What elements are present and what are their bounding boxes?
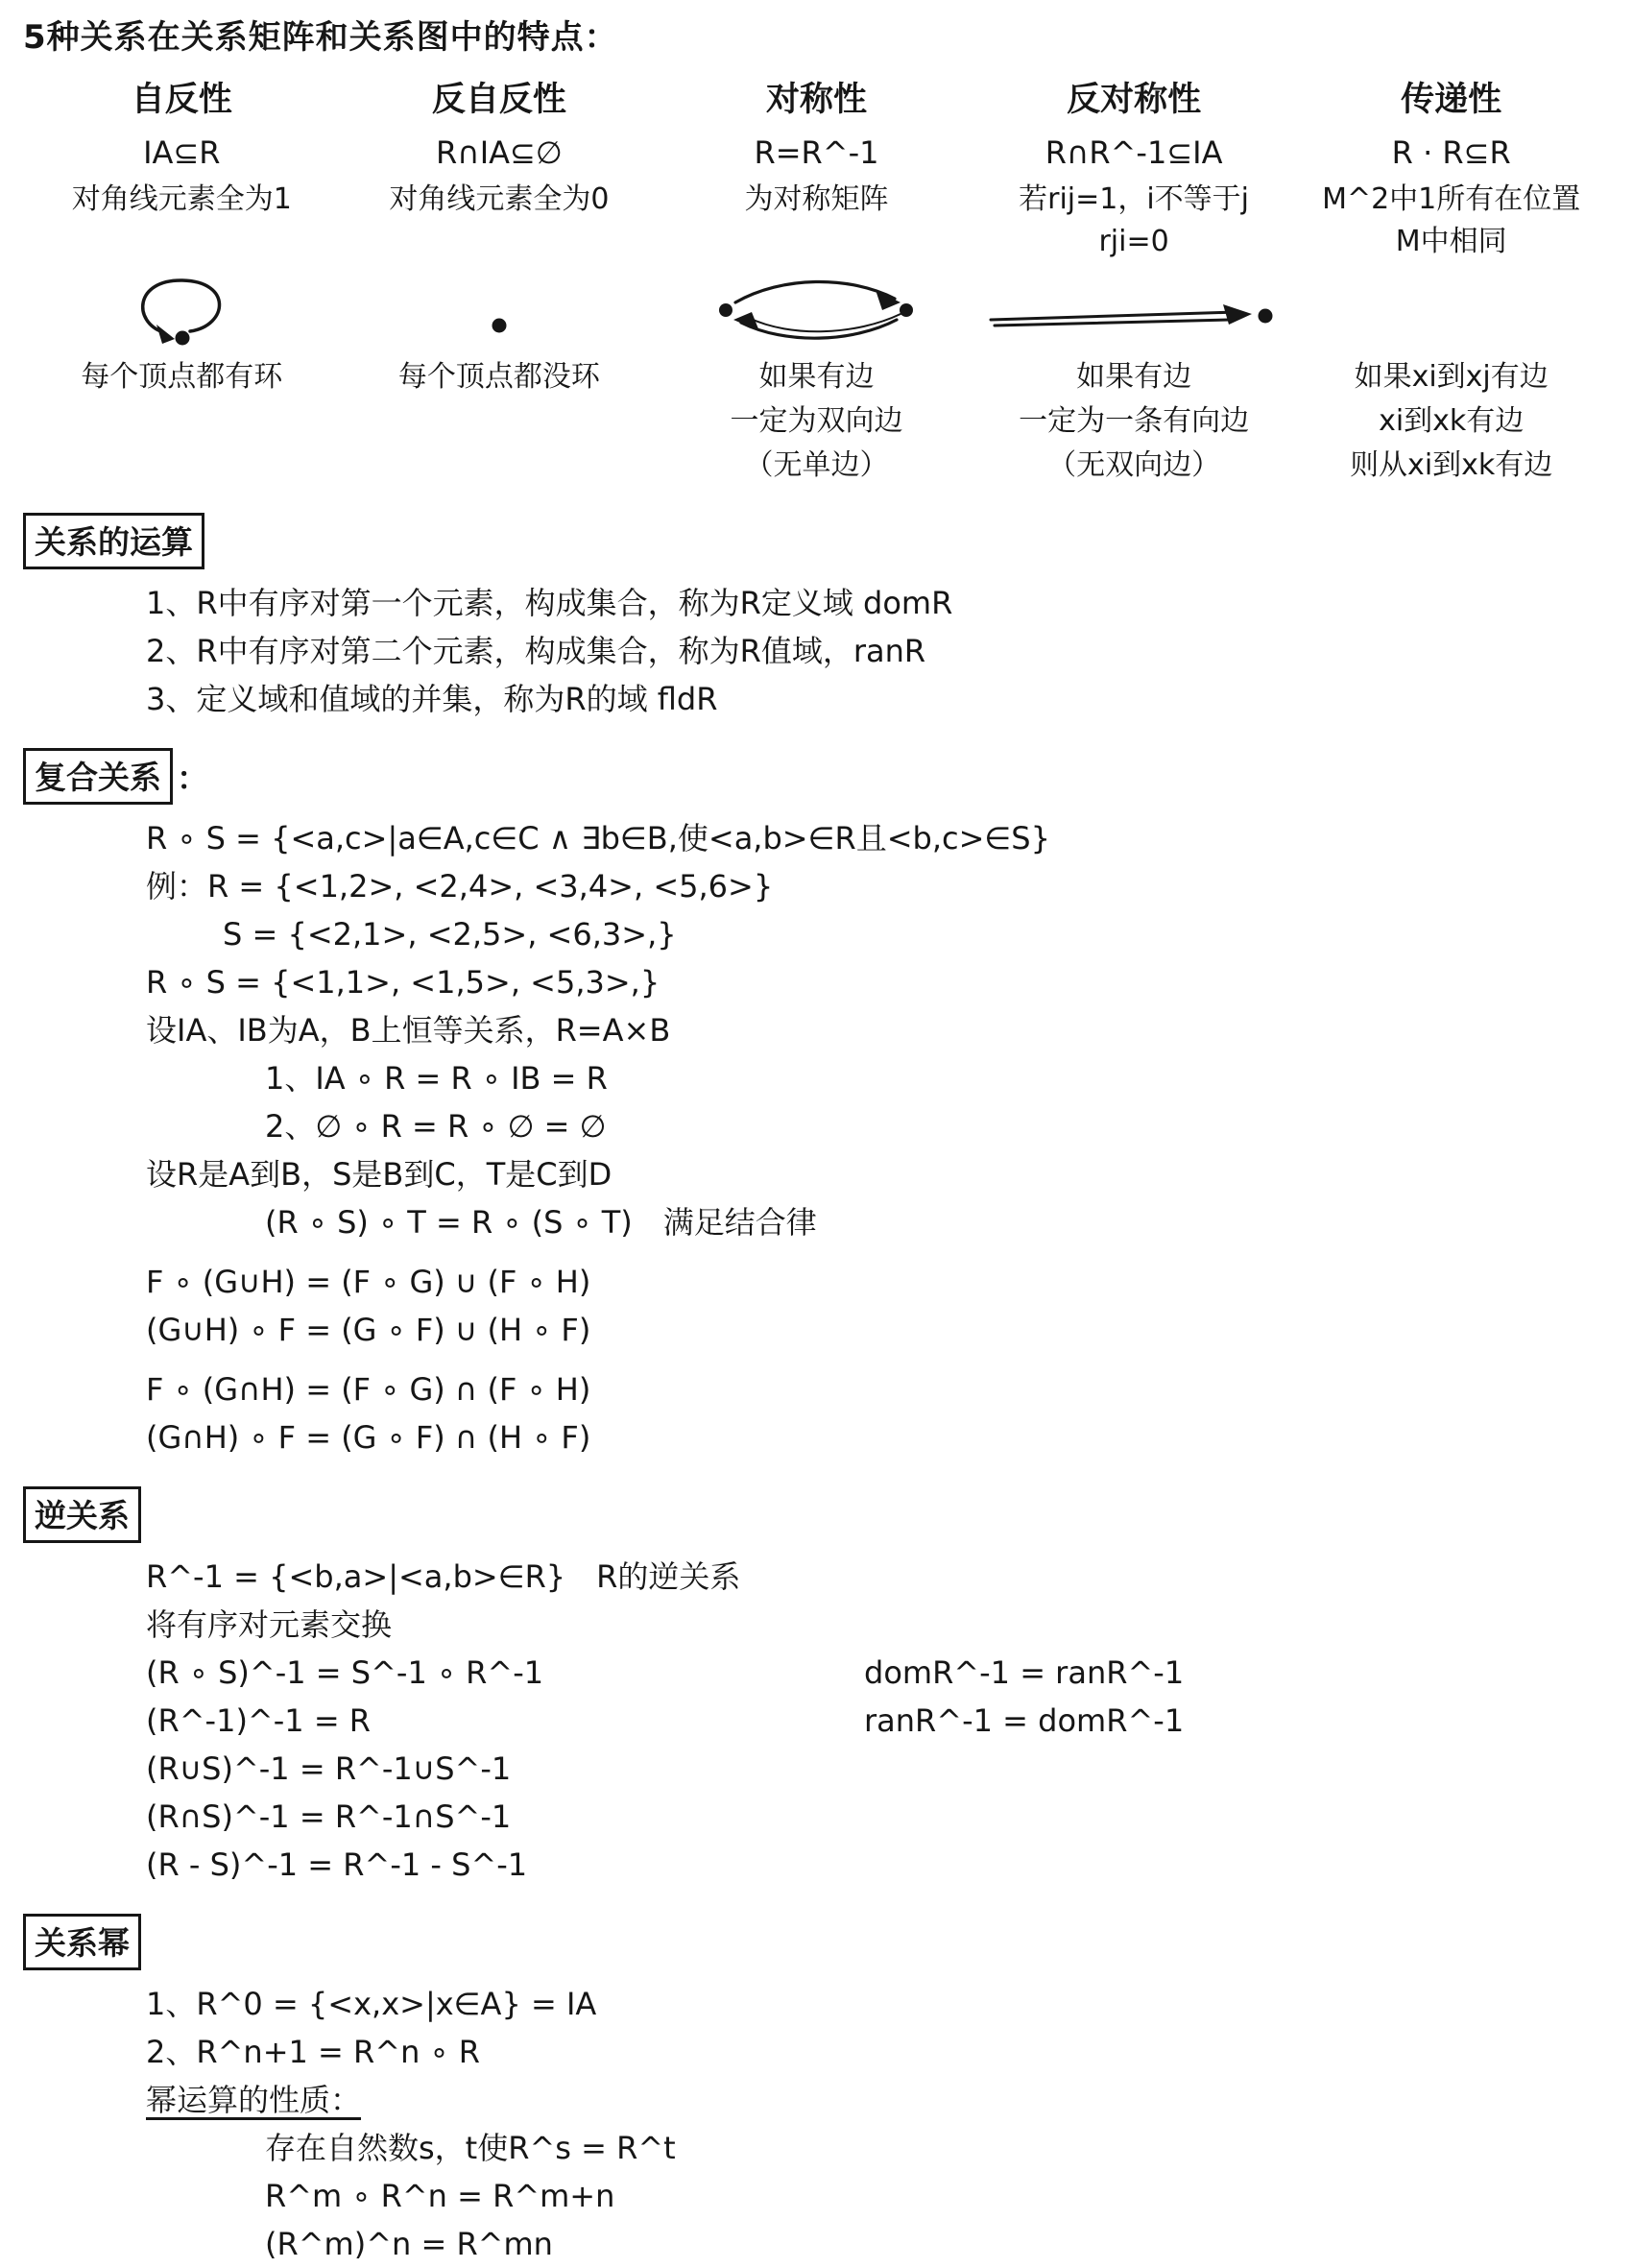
note-line	[23, 2124, 1610, 2172]
note-line-right-text: domR^-1 = ranR^-1	[864, 1654, 1185, 1691]
relation-formula: R · R⊆R	[1391, 134, 1511, 171]
note-line-text: 例：R = {<1,2>, <2,4>, <3,4>, <5,6>}	[146, 868, 774, 905]
graph-note: 如果有边	[758, 360, 875, 394]
matrix-note: rji=0	[1098, 225, 1169, 258]
note-line-text: (R∩S)^-1 = R^-1∩S^-1	[146, 1798, 512, 1835]
relation-name: 反自反性	[431, 81, 566, 119]
relation-column-irreflexive	[341, 79, 659, 488]
note-line	[23, 2028, 1610, 2076]
note-line-text: 设R是A到B，S是B到C，T是C到D	[146, 1156, 612, 1193]
section-body	[23, 579, 1610, 723]
note-line-text: R ∘ S = {<a,c>|a∈A,c∈C ∧ ∃b∈B,使<a,b>∈R且<b,c>∈S}	[146, 820, 1050, 857]
note-line	[23, 1258, 1610, 1306]
note-line-text: 将有序对元素交换	[146, 1606, 393, 1643]
note-line	[23, 814, 1610, 862]
note-line	[23, 958, 1610, 1006]
matrix-note: 对角线元素全为1	[71, 182, 292, 216]
note-line	[23, 1006, 1610, 1054]
note-line-text: F ∘ (G∪H) = (F ∘ G) ∪ (F ∘ H)	[146, 1264, 591, 1300]
note-line	[23, 910, 1610, 958]
note-sections	[23, 513, 1610, 2268]
note-line-text: (R ∘ S)^-1 = S^-1 ∘ R^-1	[146, 1654, 544, 1691]
section-heading-row	[23, 748, 1610, 805]
note-section	[23, 1486, 1610, 1889]
note-line	[23, 1553, 1610, 1601]
note-line	[23, 1980, 1610, 2028]
note-line-text: R^-1 = {<b,a>|<a,b>∈R} R的逆关系	[146, 1558, 741, 1595]
note-line-text: 1、R^0 = {<x,x>|x∈A} = IA	[146, 1986, 597, 2022]
note-line-text: 3、定义域和值域的并集，称为R的域 fldR	[146, 681, 718, 717]
note-line	[23, 1413, 1610, 1461]
graph-note: 每个顶点都没环	[397, 360, 600, 394]
note-line	[23, 1649, 1610, 1697]
note-line	[23, 579, 1610, 627]
section-body	[23, 1980, 1610, 2268]
graph-note: xi到xk有边	[1379, 404, 1525, 438]
note-line	[23, 1306, 1610, 1354]
note-line-text: 1、R中有序对第一个元素，构成集合，称为R定义域 domR	[146, 585, 953, 621]
relation-column-symmetric	[658, 79, 975, 488]
self-loop-diagram	[23, 271, 341, 355]
relation-name: 反对称性	[1067, 81, 1202, 119]
note-line-text: 2、∅ ∘ R = R ∘ ∅ = ∅	[265, 1108, 607, 1145]
graph-note: 如果xi到xj有边	[1354, 360, 1549, 394]
note-line-text: (G∪H) ∘ F = (G ∘ F) ∪ (H ∘ F)	[146, 1312, 591, 1348]
note-line-text: S = {<2,1>, <2,5>, <6,3>,}	[223, 916, 677, 953]
note-line	[23, 2172, 1610, 2220]
note-line-right-text: ranR^-1 = domR^-1	[864, 1702, 1185, 1739]
matrix-note: 为对称矩阵	[744, 182, 889, 216]
graph-note: （无单边）	[744, 448, 889, 482]
bidirectional-arrows-diagram	[658, 271, 975, 355]
note-line-text: 存在自然数s，t使R^s = R^t	[265, 2130, 676, 2166]
relation-name: 传递性	[1401, 81, 1502, 119]
section-heading: 关系幂	[23, 1914, 141, 1970]
section-heading-suffix: ：	[177, 760, 208, 797]
note-line-text: (R ∘ S) ∘ T = R ∘ (S ∘ T) 满足结合律	[265, 1204, 817, 1241]
note-line	[23, 1601, 1610, 1649]
section-heading-row	[23, 513, 1610, 569]
graph-note: 一定为一条有向边	[1019, 404, 1250, 438]
section-heading: 逆关系	[23, 1486, 141, 1543]
note-line-text: 1、IA ∘ R = R ∘ IB = R	[265, 1060, 608, 1097]
matrix-note: 若rij=1，i不等于j	[1019, 182, 1250, 216]
section-heading: 关系的运算	[23, 513, 204, 569]
note-line-text: (R∪S)^-1 = R^-1∪S^-1	[146, 1750, 512, 1787]
note-line	[23, 862, 1610, 910]
note-line	[23, 1102, 1610, 1150]
relation-column-reflexive	[23, 79, 341, 488]
note-line	[23, 1793, 1610, 1841]
note-section	[23, 748, 1610, 1461]
section-heading: 复合关系	[23, 748, 173, 805]
relation-formula: R=R^-1	[754, 134, 879, 171]
note-line	[23, 1365, 1610, 1413]
note-line-text: 2、R^n+1 = R^n ∘ R	[146, 2034, 480, 2070]
note-line-text: R ∘ S = {<1,1>, <1,5>, <5,3>,}	[146, 964, 660, 1001]
note-line-text: 幂运算的性质：	[146, 2082, 362, 2118]
section-body	[23, 1553, 1610, 1889]
note-line	[23, 2076, 1610, 2124]
note-line-text: F ∘ (G∩H) = (F ∘ G) ∩ (F ∘ H)	[146, 1371, 591, 1408]
note-line-text: 设IA、IB为A，B上恒等关系，R=A×B	[146, 1012, 671, 1049]
note-line-text: 2、R中有序对第二个元素，构成集合，称为R值域，ranR	[146, 633, 926, 669]
note-line-text: R^m ∘ R^n = R^m+n	[265, 2178, 615, 2214]
relation-formula: R∩IA⊆∅	[436, 134, 563, 171]
note-line	[23, 1054, 1610, 1102]
relation-formula: R∩R^-1⊆IA	[1045, 134, 1223, 171]
relation-name: 对称性	[765, 81, 867, 119]
graph-note: 一定为双向边	[730, 404, 903, 438]
note-line	[23, 1841, 1610, 1889]
note-line-text: (R - S)^-1 = R^-1 - S^-1	[146, 1846, 528, 1883]
page-title: 5种关系在关系矩阵和关系图中的特点：	[23, 18, 618, 57]
graph-note: （无双向边）	[1047, 448, 1221, 482]
matrix-note: 对角线元素全为0	[389, 182, 610, 216]
note-section	[23, 513, 1610, 723]
note-line	[23, 675, 1610, 723]
empty-diagram-spacer	[1292, 271, 1610, 355]
relation-name: 自反性	[131, 81, 232, 119]
relation-column-transitive	[1292, 79, 1610, 488]
note-line-text: (R^-1)^-1 = R	[146, 1702, 372, 1739]
relations-table	[23, 79, 1610, 488]
note-line	[23, 2220, 1610, 2268]
graph-note: 则从xi到xk有边	[1350, 448, 1553, 482]
section-heading-row	[23, 1914, 1610, 1970]
note-line	[23, 627, 1610, 675]
section-heading-row	[23, 1486, 1610, 1543]
section-body	[23, 814, 1610, 1461]
directed-arrow-diagram	[975, 271, 1293, 355]
single-vertex-dot-diagram	[341, 271, 659, 355]
note-line	[23, 1150, 1610, 1198]
note-line	[23, 1745, 1610, 1793]
note-line-text: (R^m)^n = R^mn	[265, 2226, 553, 2262]
note-line-text: (G∩H) ∘ F = (G ∘ F) ∩ (H ∘ F)	[146, 1419, 591, 1456]
graph-note: 每个顶点都有环	[81, 360, 283, 394]
relation-formula: IA⊆R	[143, 134, 221, 171]
note-line	[23, 1198, 1610, 1246]
note-section	[23, 1914, 1610, 2268]
matrix-note: M中相同	[1395, 225, 1507, 258]
note-line	[23, 1697, 1610, 1745]
graph-note: 如果有边	[1076, 360, 1192, 394]
relation-column-antisymmetric	[975, 79, 1293, 488]
matrix-note: M^2中1所有在位置	[1322, 182, 1581, 216]
